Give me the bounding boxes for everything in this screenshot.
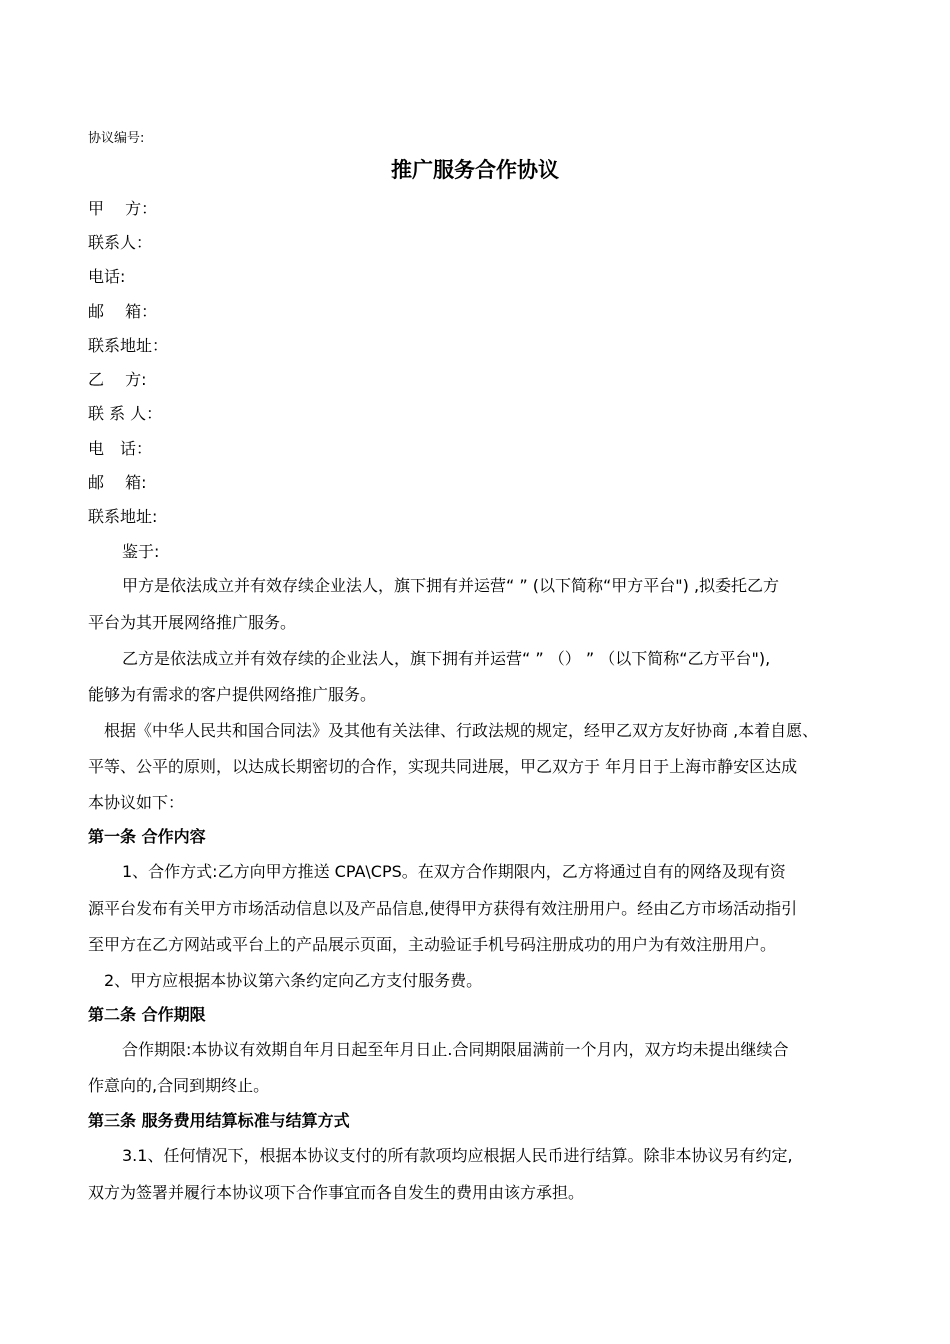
paragraph-3-line-3: 本协议如下： [88, 793, 185, 812]
paragraph-1-line-1: 甲方是依法成立并有效存续企业法人，旗下拥有并运营“ ” (以下简称“甲方平台") ,拟委托乙方 [122, 576, 780, 595]
article-2-clause-1-line-2: 作意向的,合同到期终止。 [88, 1076, 270, 1095]
paragraph-2-line-2: 能够为有需求的客户提供网络推广服务。 [88, 685, 377, 704]
party-b-address: 联系地址: [88, 507, 158, 526]
article-1-clause-2: 2、甲方应根据本协议第六条约定向乙方支付服务费。 [104, 971, 483, 990]
document-title: 推广服务合作协议 [391, 158, 559, 182]
article-1-clause-1-line-3: 至甲方在乙方网站或平台上的产品展示页面，主动验证手机号码注册成功的用户为有效注册用户。 [88, 935, 777, 954]
article-3-clause-1-line-2: 双方为签署并履行本协议项下合作事宜而各自发生的费用由该方承担。 [88, 1183, 585, 1202]
party-a-contact: 联系人： [88, 233, 153, 252]
article-2-heading: 第二条 合作期限 [88, 1005, 206, 1024]
article-1-heading: 第一条 合作内容 [88, 827, 206, 846]
party-b-label: 乙 方: [88, 370, 147, 389]
agreement-number-label: 协议编号: [88, 131, 145, 146]
article-2-clause-1-line-1: 合作期限:本协议有效期自年月日起至年月日止.合同期限届满前一个月内，双方均未提出继续合 [122, 1040, 789, 1059]
article-3-clause-1-line-1: 3.1、任何情况下，根据本协议支付的所有款项均应根据人民币进行结算。除非本协议另有约定, [122, 1146, 793, 1165]
article-1-clause-1-line-1: 1、合作方式:乙方向甲方推送 CPA\CPS。在双方合作期限内，乙方将通过自有的网络及现有资 [122, 862, 786, 881]
whereas-label: 鉴于: [122, 542, 160, 561]
party-a-address: 联系地址： [88, 336, 169, 355]
party-a-label: 甲 方： [88, 199, 158, 218]
paragraph-3-line-1: 根据《中华人民共和国合同法》及其他有关法律、行政法规的规定，经甲乙双方友好协商 ,本着自愿、 [104, 721, 819, 740]
party-b-email: 邮 箱: [88, 473, 147, 492]
party-a-email: 邮 箱： [88, 302, 158, 321]
article-1-clause-1-line-2: 源平台发布有关甲方市场活动信息以及产品信息,使得甲方获得有效注册用户。经由乙方市场活动指引 [88, 899, 798, 918]
paragraph-3-line-2: 平等、公平的原则，以达成长期密切的合作，实现共同进展，甲乙双方于 年月日于上海市静安区达成 [88, 757, 798, 776]
article-3-heading: 第三条 服务费用结算标准与结算方式 [88, 1111, 350, 1130]
party-a-phone: 电话: [88, 267, 126, 286]
party-b-contact: 联 系 人： [88, 404, 163, 423]
paragraph-1-line-2: 平台为其开展网络推广服务。 [88, 613, 297, 632]
paragraph-2-line-1: 乙方是依法成立并有效存续的企业法人，旗下拥有并运营“ ” （） ” （以下简称“乙方平台"), [122, 649, 771, 668]
party-b-phone: 电 话： [88, 439, 153, 458]
